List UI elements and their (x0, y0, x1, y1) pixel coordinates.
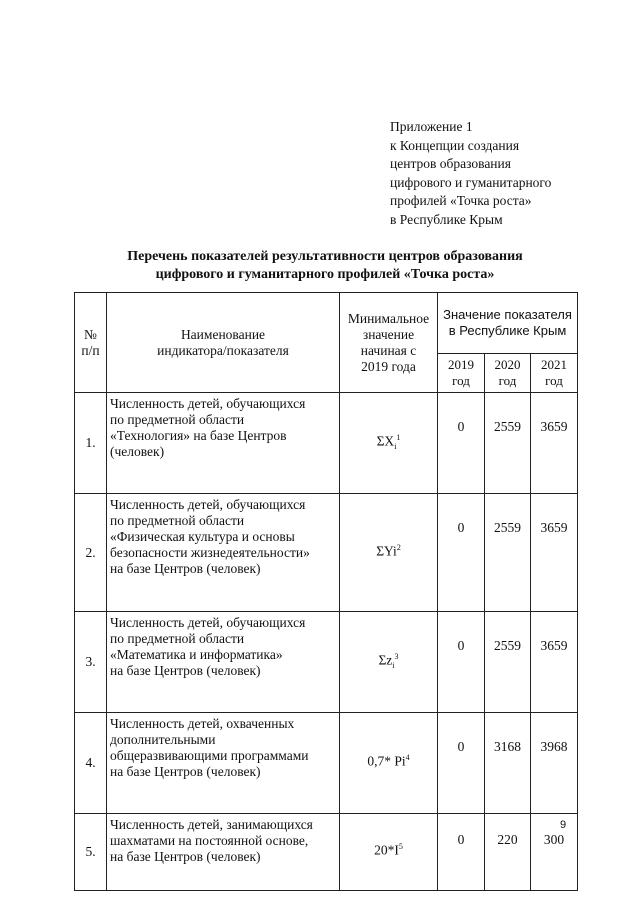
formula-base: ΣX (376, 433, 395, 449)
appendix-line: центров образования (390, 156, 511, 171)
indicator-line: Численность детей, охваченных (110, 716, 295, 731)
title-line-2: цифрового и гуманитарного профилей «Точка роста» (155, 267, 495, 282)
row-number: 3. (75, 612, 107, 713)
row-formula (340, 393, 438, 494)
formula-footnote: 1 (396, 433, 401, 443)
value-2019: 0 (438, 393, 485, 494)
header-year-2019 (438, 354, 485, 393)
indicator-line: Численность детей, занимающихся (110, 817, 313, 832)
header-min-line-1: Минимальное (347, 310, 430, 326)
header-year: 2019 (448, 357, 474, 372)
value-2021: 300 (531, 814, 578, 891)
formula-footnote: 3 (394, 652, 399, 662)
value-2020: 2559 (485, 612, 531, 713)
appendix-line: профилей «Точка роста» (390, 193, 532, 208)
value-2020: 220 (485, 814, 531, 891)
value-2019: 0 (438, 612, 485, 713)
table-row (75, 494, 578, 612)
table-row (75, 713, 578, 814)
indicator-line: на базе Центров (человек) (110, 849, 261, 864)
document-title (60, 248, 590, 284)
indicator-line: «Технология» на базе Центров (110, 428, 287, 443)
page-number: 9 (560, 819, 567, 831)
value-2020: 2559 (485, 494, 531, 612)
formula-sub: i (394, 442, 397, 452)
appendix-note (390, 118, 630, 229)
header-year-unit: год (545, 373, 563, 388)
appendix-line: цифрового и гуманитарного (390, 174, 552, 190)
indicator-line: шахматами на постоянной основе, (110, 833, 309, 848)
header-num-label: № п/п (81, 326, 100, 358)
indicator-line: по предметной области (110, 631, 245, 646)
formula-base: 20*I (374, 842, 399, 858)
table-row (75, 393, 578, 494)
indicator-line: на базе Центров (человек) (110, 561, 261, 576)
row-indicator-name (107, 814, 340, 891)
table-row (75, 814, 578, 891)
indicator-line: «Математика и информатика» (110, 647, 283, 662)
row-indicator-name (107, 612, 340, 713)
row-formula (340, 713, 438, 814)
appendix-line: в Республике Крым (390, 211, 503, 227)
indicator-line: по предметной области (110, 412, 245, 427)
value-2021: 3968 (531, 713, 578, 814)
header-value-group (438, 293, 578, 354)
header-num (75, 293, 107, 393)
indicator-line: дополнительными (110, 732, 216, 747)
row-formula (340, 494, 438, 612)
formula-footnote: 4 (405, 753, 410, 763)
header-year-2021 (531, 354, 578, 393)
header-year-2020 (485, 354, 531, 393)
title-line-1: Перечень показателей результативности центров образования (127, 249, 523, 264)
appendix-line: Приложение 1 (390, 119, 473, 134)
indicator-line: на базе Центров (человек) (110, 663, 261, 678)
indicator-line: на базе Центров (человек) (110, 764, 261, 779)
value-2020: 2559 (485, 393, 531, 494)
indicator-line: (человек) (110, 444, 165, 459)
header-year: 2021 (541, 357, 568, 372)
row-number: 4. (75, 713, 107, 814)
header-name (107, 293, 340, 393)
indicator-line: по предметной области (110, 513, 245, 528)
appendix-line: к Концепции создания (390, 137, 520, 153)
header-name-line-2: индикатора/показателя (157, 342, 289, 358)
indicator-line: общеразвивающими программами (110, 748, 309, 763)
header-year-unit: год (452, 373, 470, 388)
indicator-line: Численность детей, обучающихся (110, 497, 306, 512)
header-year-unit: год (498, 373, 517, 388)
header-value-line-1: Значение показателя (443, 307, 572, 322)
table-row (75, 612, 578, 713)
indicator-line: безопасности жизнедеятельности» (110, 545, 310, 560)
indicator-line: Численность детей, обучающихся (110, 396, 306, 411)
row-indicator-name (107, 393, 340, 494)
row-number: 5. (75, 814, 107, 891)
formula-footnote: 2 (396, 542, 401, 552)
header-value-line-2: в Республике Крым (448, 323, 567, 338)
value-2021: 3659 (531, 393, 578, 494)
indicator-line: «Физическая культура и основы (110, 529, 295, 544)
formula-sub: i (392, 661, 395, 671)
row-number: 2. (75, 494, 107, 612)
row-indicator-name (107, 713, 340, 814)
indicator-line: Численность детей, обучающихся (110, 615, 306, 630)
header-min-line-3: начиная с (360, 342, 417, 358)
row-indicator-name (107, 494, 340, 612)
row-number: 1. (75, 393, 107, 494)
value-2021: 3659 (531, 612, 578, 713)
value-2019: 0 (438, 814, 485, 891)
value-2019: 0 (438, 713, 485, 814)
formula-footnote: 5 (398, 842, 403, 852)
header-min-line-4: 2019 года (361, 358, 416, 374)
header-year: 2020 (494, 357, 521, 372)
header-name-line-1: Наименование (180, 326, 266, 342)
value-2020: 3168 (485, 713, 531, 814)
header-min-line-2: значение (362, 326, 415, 342)
formula-base: Σz (378, 652, 393, 668)
value-2019: 0 (438, 494, 485, 612)
value-2021: 3659 (531, 494, 578, 612)
formula-base: 0,7* Pi (367, 753, 406, 769)
header-min-value (340, 293, 438, 393)
indicators-table (74, 292, 578, 891)
row-formula (340, 612, 438, 713)
formula-base: ΣYi (376, 543, 397, 559)
row-formula (340, 814, 438, 891)
